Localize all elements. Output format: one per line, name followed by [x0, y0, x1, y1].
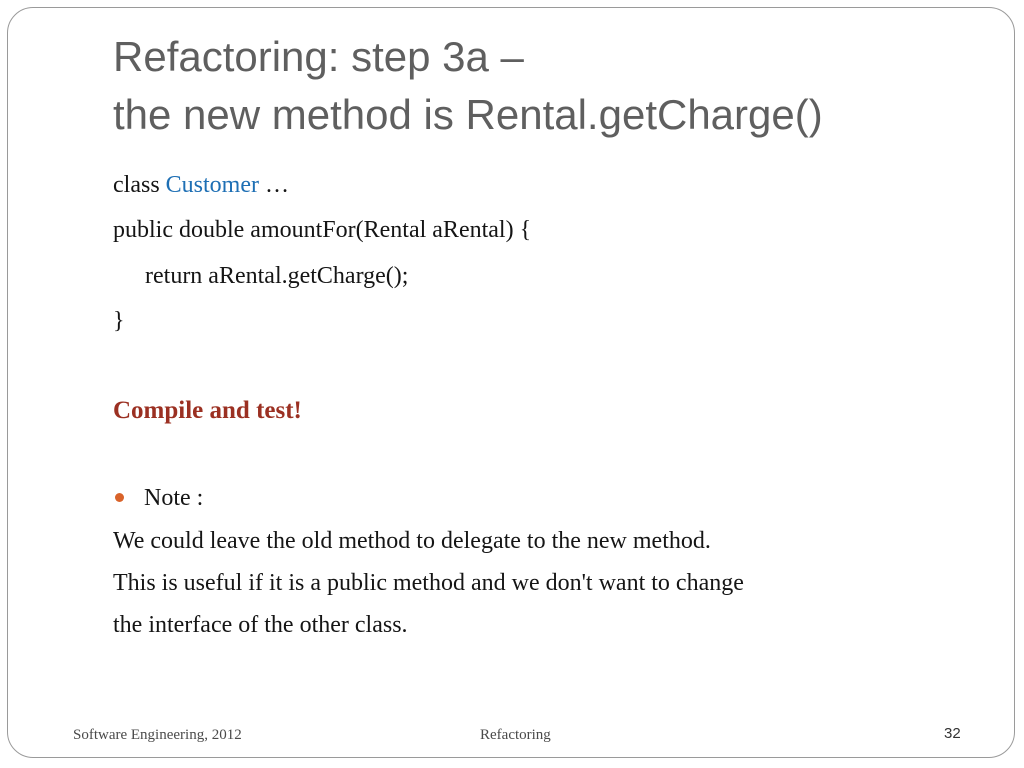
bullet-icon [115, 493, 124, 502]
code-line-class [113, 170, 289, 200]
code-class-keyword: class [113, 172, 166, 198]
note-line-2: This is useful if it is a public method and we don't want to change [113, 570, 744, 596]
code-line-method-signature: public double amountFor(Rental aRental) { [113, 217, 532, 243]
note-label: Note : [144, 485, 204, 511]
footer-course: Software Engineering, 2012 [73, 727, 242, 743]
footer-topic: Refactoring [480, 727, 551, 743]
note-line-1: We could leave the old method to delegate to the new method. [113, 528, 711, 554]
page-number: 32 [944, 725, 961, 742]
slide-title [113, 28, 823, 144]
slide-title-line-1: Refactoring: step 3a – [113, 33, 524, 80]
code-line-closing-brace: } [113, 308, 125, 334]
note-line-3: the interface of the other class. [113, 612, 408, 638]
slide-title-line-2: the new method is Rental.getCharge() [113, 91, 823, 138]
compile-note: Compile and test! [113, 397, 302, 424]
code-line-return: return aRental.getCharge(); [145, 263, 409, 289]
code-class-ellipsis: … [258, 172, 289, 198]
code-class-name: Customer [165, 172, 259, 198]
